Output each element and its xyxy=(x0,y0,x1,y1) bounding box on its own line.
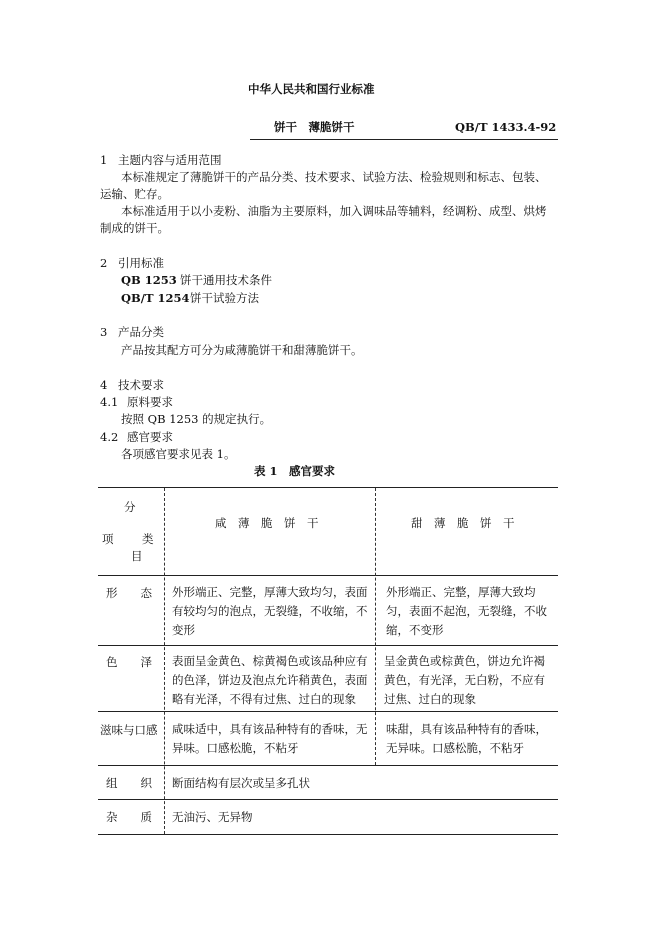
row-label-color: 色 泽 xyxy=(106,655,152,669)
row-label-impurity: 杂 质 xyxy=(106,810,152,824)
reference-code: QB 1253 xyxy=(121,273,177,287)
table-row-rule xyxy=(98,711,558,712)
sweet-color-cell: 呈金黄色或棕黄色，饼边允许褐 黄色，有光泽，无白粉，不应有 过焦、过白的现象 xyxy=(384,654,545,706)
section-4-1-text: 按照 QB 1253 的规定执行。 xyxy=(121,412,272,426)
impurity-cell: 无油污、无异物 xyxy=(172,810,253,824)
header-corner-char: 项 xyxy=(102,532,114,546)
column-header-sweet: 甜 薄 脆 饼 干 xyxy=(411,516,515,530)
section-2-number: 2 xyxy=(100,256,108,270)
section-3-number: 3 xyxy=(100,325,108,339)
document-number: QB/T 1433.4-92 xyxy=(455,120,557,134)
salty-taste-cell: 咸味适中，具有该品种特有的香味，无 异味。口感松脆，不粘牙 xyxy=(172,722,368,755)
reference-name: 饼干通用技术条件 xyxy=(180,273,272,287)
header-rule xyxy=(250,139,558,140)
table-row-rule xyxy=(98,799,558,800)
header-corner-char: 类 xyxy=(142,532,154,546)
section-3-text: 产品按其配方可分为咸薄脆饼干和甜薄脆饼干。 xyxy=(121,343,363,357)
header-corner-char: 分 xyxy=(124,500,136,514)
section-1-para2-line1: 本标准适用于以小麦粉、油脂为主要原料，加入调味品等辅料，经调粉、成型、烘烤 xyxy=(121,204,547,218)
sweet-taste-cell: 味甜，具有该品种特有的香味， 无异味。口感松脆，不粘牙 xyxy=(386,722,547,755)
table-row-rule xyxy=(98,765,558,766)
salty-color-cell: 表面呈金黄色、棕黄褐色或该品种应有 的色泽，饼边及泡点允许稍黄色，表面 略有光泽，不得有过焦、过白的现象 xyxy=(172,654,368,706)
section-4-1-title: 原料要求 xyxy=(127,395,173,409)
salty-shape-cell: 外形端正、完整，厚薄大致均匀，表面 有较均匀的泡点，无裂缝，不收缩，不 变形 xyxy=(172,585,368,637)
document-title: 饼干 薄脆饼干 xyxy=(274,120,355,134)
header-corner-char: 目 xyxy=(131,549,143,563)
sweet-shape-cell: 外形端正、完整，厚薄大致均 匀，表面不起泡，无裂缝，不收 缩，不变形 xyxy=(386,585,547,637)
table-bottom-rule xyxy=(98,834,558,835)
reference-name: 饼干试验方法 xyxy=(190,291,259,305)
row-label-texture: 组 织 xyxy=(106,776,152,790)
table-row-rule xyxy=(98,645,558,646)
section-2-title: 引用标准 xyxy=(118,256,164,270)
section-1-para1-line2: 运输、贮存。 xyxy=(100,187,169,201)
row-label-taste: 滋味与口感 xyxy=(100,723,158,737)
column-header-salty: 咸 薄 脆 饼 干 xyxy=(215,516,319,530)
standard-title: 中华人民共和国行业标准 xyxy=(248,82,375,96)
section-4-2-number: 4.2 xyxy=(100,430,119,444)
reference-code: QB/T 1254 xyxy=(121,291,190,305)
section-4-2-title: 感官要求 xyxy=(127,430,173,444)
section-1-title: 主题内容与适用范围 xyxy=(118,153,222,167)
column-separator xyxy=(164,488,165,834)
section-4-title: 技术要求 xyxy=(118,378,164,392)
section-4-1-number: 4.1 xyxy=(100,395,119,409)
section-1-para2-line2: 制成的饼干。 xyxy=(100,221,169,235)
section-1-para1-line1: 本标准规定了薄脆饼干的产品分类、技术要求、试验方法、检验规则和标志、包装、 xyxy=(121,170,547,184)
section-1-number: 1 xyxy=(100,153,108,167)
section-3-title: 产品分类 xyxy=(118,325,164,339)
row-label-shape: 形 态 xyxy=(106,586,152,600)
table-top-rule xyxy=(98,487,558,488)
section-4-number: 4 xyxy=(100,378,108,392)
table-row-rule xyxy=(98,575,558,576)
column-separator xyxy=(375,488,376,765)
texture-cell: 断面结构有层次或呈多孔状 xyxy=(172,776,310,790)
section-4-2-text: 各项感官要求见表 1。 xyxy=(121,447,236,461)
table-caption: 表 1 感官要求 xyxy=(254,464,336,478)
